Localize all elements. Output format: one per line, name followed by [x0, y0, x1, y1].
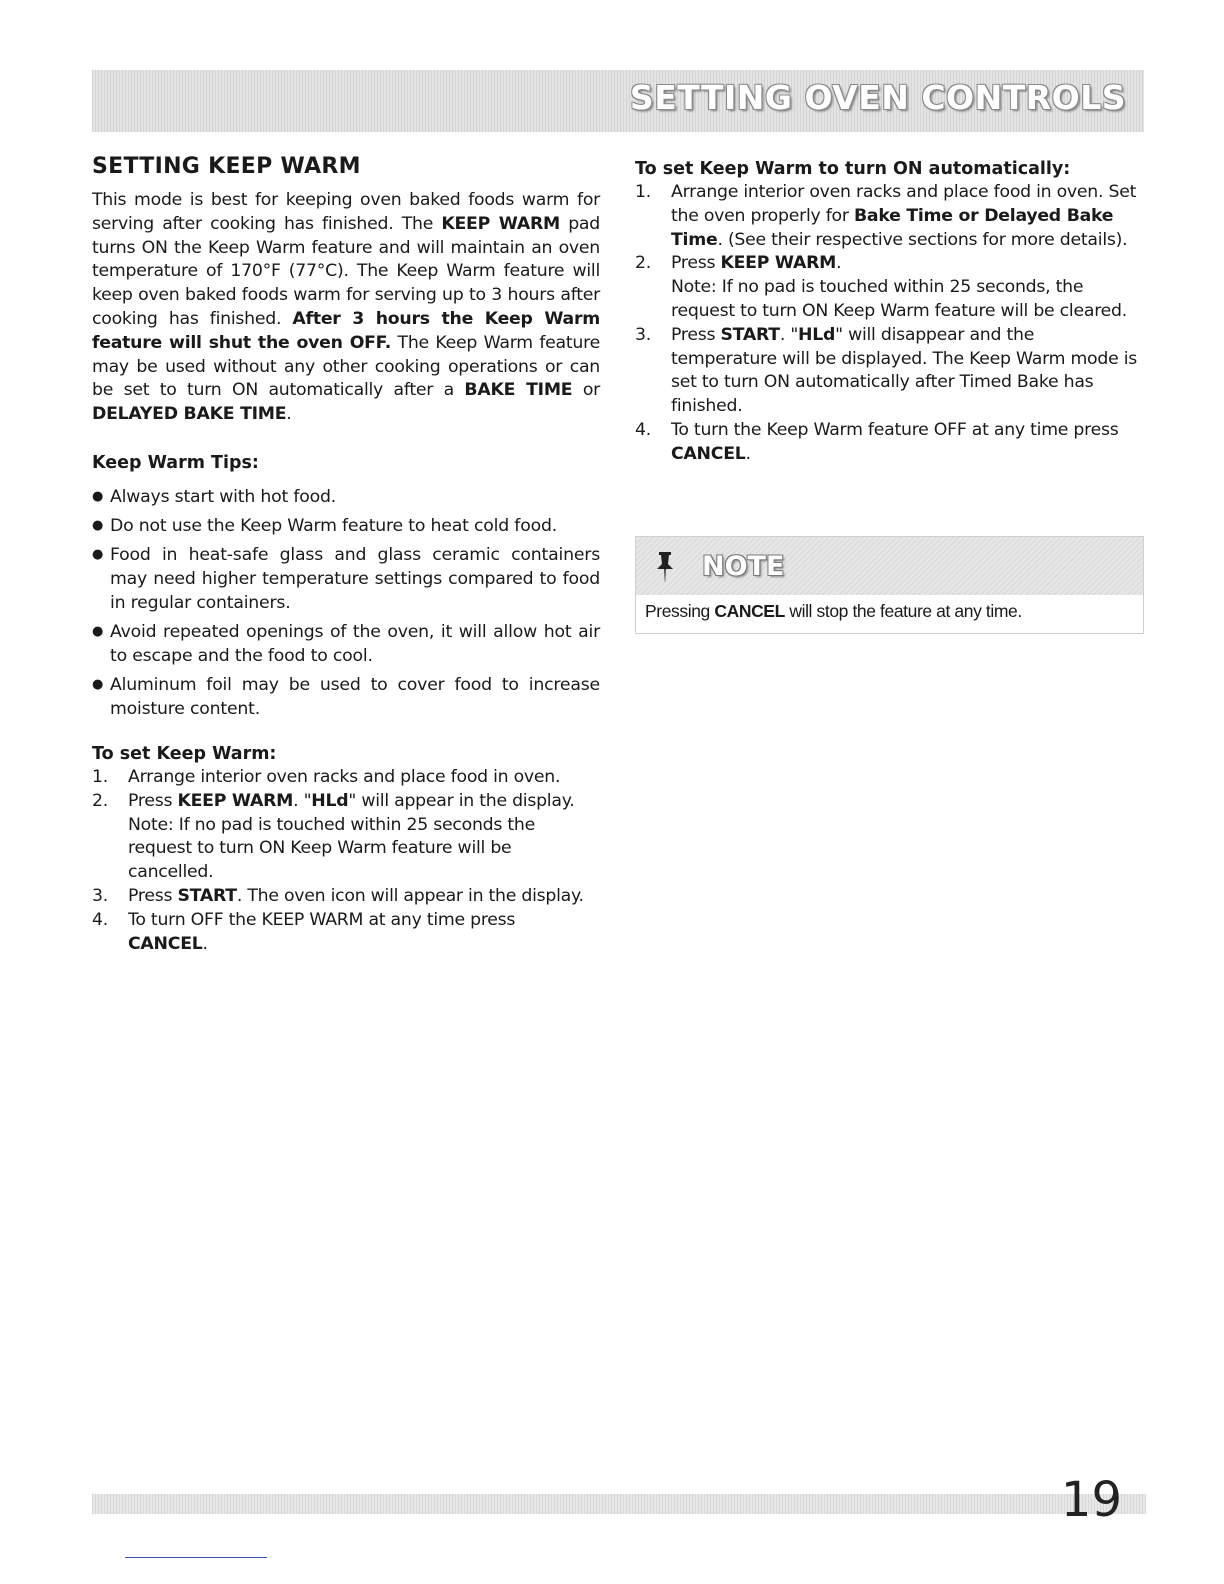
step-text: . "	[293, 790, 312, 811]
tip-item	[92, 485, 600, 509]
tip-text: Always start with hot food.	[110, 486, 337, 507]
bake-time-label: BAKE TIME	[464, 380, 573, 401]
tip-item	[92, 620, 600, 668]
step-text: " will disappear and the temperature will be displayed. The Keep Warm mode is set to turn ON automatically after Timed Bake has finished.	[671, 324, 1138, 417]
start-pad-label: START	[720, 324, 780, 345]
keep-warm-pad-label: KEEP WARM	[720, 253, 837, 274]
page-number: 19	[1060, 1472, 1122, 1528]
right-column	[635, 158, 1145, 467]
step-text: Arrange interior oven racks and place food in oven.	[128, 766, 561, 787]
step-item	[635, 252, 1145, 323]
tip-item	[92, 514, 600, 538]
step-item	[635, 181, 1145, 252]
step-text: . "	[779, 324, 799, 345]
step-item	[92, 885, 600, 909]
note-header	[636, 537, 1143, 595]
bake-time-reference: Bake Time or Delayed Bake Time	[671, 205, 1114, 250]
tip-text: Avoid repeated openings of the oven, it will allow hot air to escape and the food to cool.	[110, 621, 600, 666]
auto-on-heading: To set Keep Warm to turn ON automatically:	[635, 159, 1071, 179]
step-item	[92, 790, 600, 885]
step-number: 2.	[635, 253, 651, 274]
step-text: .	[202, 933, 208, 954]
cancel-pad-label: CANCEL	[714, 601, 785, 621]
step-item	[92, 766, 600, 790]
tip-text: Aluminum foil may be used to cover food to increase moisture content.	[110, 674, 600, 719]
step-number: 1.	[92, 766, 108, 787]
step-item	[635, 419, 1145, 467]
bullet-icon: ●	[92, 676, 104, 692]
bullet-icon: ●	[92, 623, 104, 639]
step-item	[635, 324, 1145, 419]
left-column	[92, 154, 600, 956]
note-text-2: will stop the feature at any time.	[784, 601, 1022, 621]
hld-display-label: HLd	[798, 324, 836, 345]
pushpin-icon	[652, 551, 678, 583]
tip-text: Food in heat-safe glass and glass ceramic containers may need higher temperature settings compared to food in regular containers.	[110, 544, 600, 613]
keep-warm-pad-label: KEEP WARM	[441, 213, 560, 234]
intro-paragraph	[92, 189, 600, 427]
bullet-icon: ●	[92, 517, 104, 533]
note-title: NOTE	[702, 551, 785, 582]
note-box	[635, 536, 1144, 634]
intro-text-2: pad turns ON the Keep Warm feature and will maintain an oven temperature of 170°F (77°C). The Keep Warm feature will keep oven baked foods warm for serving up to 3 hours after cooking has finished.	[92, 213, 600, 329]
section-title: SETTING KEEP WARM	[92, 154, 361, 179]
note-text	[645, 601, 1022, 622]
note-text-1: Pressing	[645, 601, 715, 621]
intro-text-4: or	[572, 380, 601, 401]
tips-heading: Keep Warm Tips:	[92, 452, 259, 473]
step-note: Note: If no pad is touched within 25 seconds, the request to turn ON Keep Warm feature will be cleared.	[671, 277, 1128, 321]
auto-on-steps	[635, 181, 1145, 467]
tip-item	[92, 543, 600, 615]
step-text: . The oven icon will appear in the display.	[236, 885, 584, 906]
set-keep-warm-heading: To set Keep Warm:	[92, 743, 277, 764]
keep-warm-pad-label: KEEP WARM	[177, 790, 294, 811]
step-number: 3.	[635, 324, 651, 345]
set-keep-warm-steps	[92, 766, 600, 956]
step-note: Note: If no pad is touched within 25 seconds the request to turn ON Keep Warm feature will be cancelled.	[128, 814, 535, 883]
start-pad-label: START	[177, 885, 237, 906]
tip-text: Do not use the Keep Warm feature to heat cold food.	[110, 515, 558, 536]
step-number: 3.	[92, 885, 108, 906]
step-number: 1.	[635, 182, 651, 202]
delayed-bake-time-label: DELAYED BAKE TIME	[92, 404, 287, 425]
header-banner	[92, 70, 1144, 132]
tip-item	[92, 673, 600, 721]
step-text: Press	[128, 790, 178, 811]
step-number: 2.	[92, 790, 108, 811]
step-text: To turn OFF the KEEP WARM at any time press	[128, 909, 516, 930]
cancel-pad-label: CANCEL	[671, 443, 746, 464]
step-text: .	[836, 253, 842, 274]
link-underline	[125, 1557, 267, 1558]
step-text: To turn the Keep Warm feature OFF at any time press	[671, 419, 1119, 440]
intro-text-5: .	[286, 404, 292, 425]
footer-band	[92, 1494, 1146, 1514]
page-title: SETTING OVEN CONTROLS	[629, 78, 1126, 117]
step-text: . (See their respective sections for more details).	[717, 229, 1128, 250]
step-number: 4.	[92, 909, 108, 930]
step-text: Press	[671, 253, 721, 274]
step-text: .	[745, 443, 751, 464]
tips-list	[92, 485, 600, 721]
shutoff-warning: After 3 hours the Keep Warm feature will shut the oven OFF.	[92, 308, 600, 353]
step-item	[92, 909, 600, 957]
bullet-icon: ●	[92, 546, 104, 562]
step-number: 4.	[635, 419, 651, 440]
step-text: " will appear in the display.	[348, 790, 575, 811]
intro-text-1: This mode is best for keeping oven baked foods warm for serving after cooking has finished. The	[92, 190, 600, 234]
step-text: Arrange interior oven racks and place food in oven. Set the oven properly for	[671, 182, 1137, 226]
hld-display-label: HLd	[311, 790, 349, 811]
bullet-icon: ●	[92, 488, 104, 504]
step-text: Press	[128, 885, 178, 906]
cancel-pad-label: CANCEL	[128, 933, 203, 954]
step-text: Press	[671, 324, 721, 345]
intro-text-3: The Keep Warm feature may be used without any other cooking operations or can be set to turn ON automatically after a	[92, 332, 600, 401]
